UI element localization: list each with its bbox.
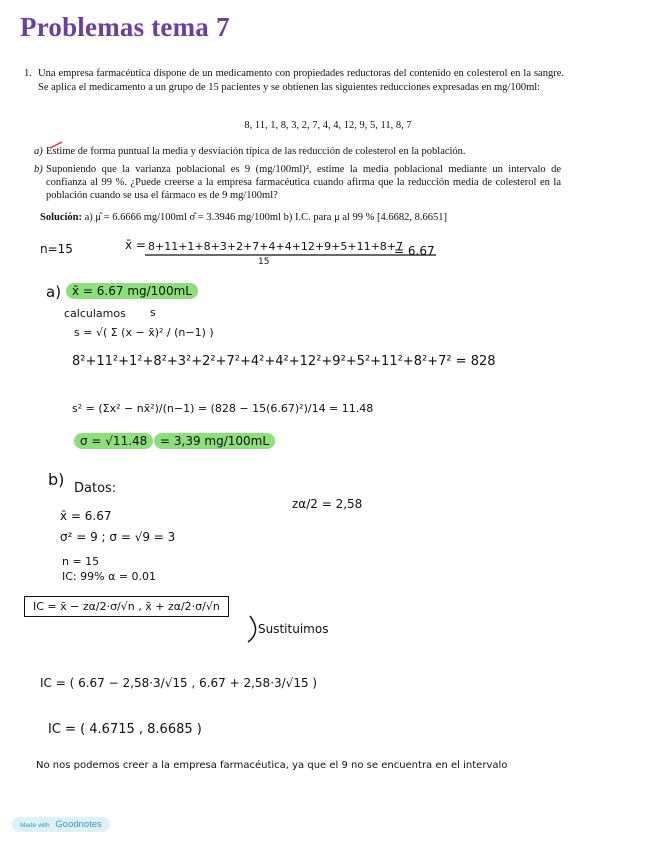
note-ic-result: IC = ( 4.6715 , 8.6685 ) <box>48 722 202 737</box>
note-b-label: b) <box>48 470 65 489</box>
solution-label: Solución: <box>40 212 83 223</box>
note-sigma-right: = 3,39 mg/100mL <box>154 433 275 449</box>
arrow-bracket <box>248 616 256 642</box>
note-sigma-left: σ = √11.48 <box>74 433 153 449</box>
note-a-answer: x̄ = 6.67 mg/100mL <box>66 283 198 299</box>
badge-brand: Goodnotes <box>55 819 102 830</box>
note-datos: Datos: <box>74 481 117 496</box>
goodnotes-badge <box>12 817 110 832</box>
note-calculamos: calculamos <box>64 307 126 320</box>
note-mean-denominator: 15 <box>258 257 270 267</box>
note-mean-result: = 6.67 <box>394 244 435 258</box>
subitem-a-label: a) <box>34 146 43 157</box>
note-data-n: n = 15 <box>62 555 100 568</box>
note-ic-substituted: IC = ( 6.67 − 2,58·3/√15 , 6.67 + 2,58·3/√15 ) <box>40 676 318 690</box>
subitem-b-label: b) <box>34 164 43 175</box>
note-data-ic: IC: 99% α = 0.01 <box>62 570 157 583</box>
solution-text: a) μ̂ = 6.6666 mg/100ml σ̂ = 3.3946 mg/100ml b) I.C. para μ al 99 % [4.6682, 8.6651] <box>84 212 448 223</box>
subitem-a-text: Estime de forma puntual la media y desviación típica de las reducción de colesterol en la población. <box>46 146 466 157</box>
badge-made-with: Made with <box>20 822 50 829</box>
problem-number: 1. <box>24 68 32 79</box>
note-s-formula: s = √( Σ (x − x̄)² / (n−1) ) <box>74 326 214 339</box>
page-title: Problemas tema 7 <box>20 12 230 42</box>
note-ic-formula: IC = x̄ − zα/2·σ/√n , x̄ + zα/2·σ/√n <box>24 596 229 617</box>
note-data-mean: x̄ = 6.67 <box>60 509 112 523</box>
note-calculamos-s: s <box>150 306 156 319</box>
note-z: zα/2 = 2,58 <box>292 497 363 511</box>
note-sustituimos: Sustituimos <box>258 622 329 636</box>
dataset: 8, 11, 1, 8, 3, 2, 7, 4, 4, 12, 9, 5, 11, 8, 7 <box>244 120 412 131</box>
note-a-label: a) <box>46 283 62 301</box>
note-mean-numerator: 8+11+1+8+3+2+7+4+4+12+9+5+11+8+7 <box>148 240 404 253</box>
note-s2-formula: s² = (Σx² − nx̄²)/(n−1) = (828 − 15(6.67)²)/14 = 11.48 <box>72 402 374 415</box>
subitem-b-text: Suponiendo que la varianza poblacional es 9 (mg/100ml)², estime la media poblacional mediante un intervalo de confianza al 99 %. ¿Puede creerse a la empresa farmacéutica cuando afirma que la reducción media de colesterol en la población cuando se usa el fármaco es de 9 mg/100ml? <box>46 164 561 201</box>
note-sum-squares: 8²+11²+1²+8²+3²+2²+7²+4²+4²+12²+9²+5²+11²+8²+7² = 828 <box>72 354 496 369</box>
note-conclusion: No nos podemos creer a la empresa farmacéutica, ya que el 9 no se encuentra en el intervalo <box>36 760 508 771</box>
problem-text: Una empresa farmacéutica dispone de un medicamento con propiedades reductoras del contenido en colesterol en la sangre. Se aplica el medicamento a un grupo de 15 pacientes y se obtienen las siguientes reducciones expresadas en mg/100ml: <box>38 68 564 93</box>
note-n: n=15 <box>40 242 73 256</box>
note-data-variance: σ² = 9 ; σ = √9 = 3 <box>60 530 176 544</box>
note-xbar-label: x̄ = <box>125 238 146 252</box>
strike-mark <box>50 142 62 148</box>
